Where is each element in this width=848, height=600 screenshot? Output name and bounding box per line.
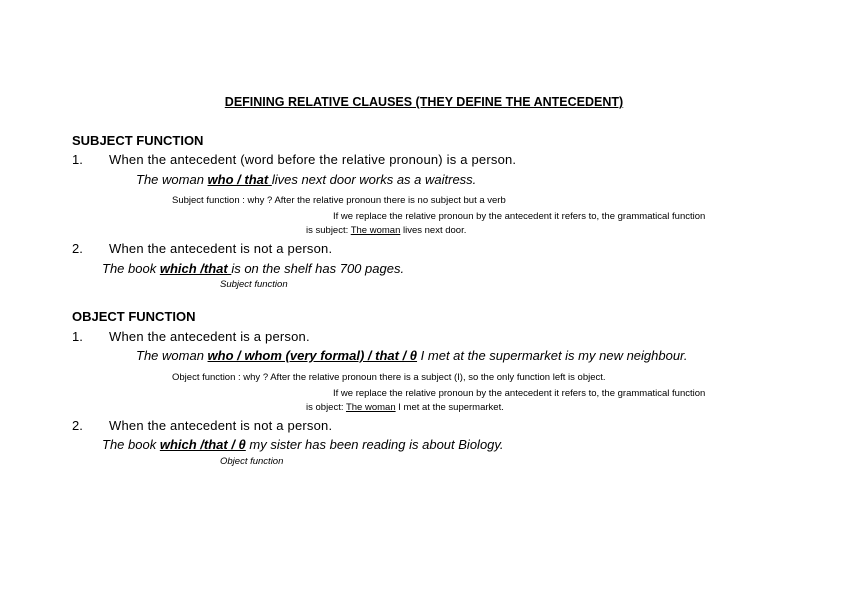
subject-item2-example [102, 261, 404, 276]
object-function-heading: OBJECT FUNCTION [72, 309, 196, 324]
subject-function-heading: SUBJECT FUNCTION [72, 133, 204, 148]
note-pre: is object: [306, 402, 346, 413]
subject-item1-number: 1. [72, 152, 83, 167]
subject-item2-text: When the antecedent is not a person. [109, 241, 333, 256]
relative-pronoun: who / that [207, 172, 272, 187]
example-post: is on the shelf has 700 pages. [231, 261, 405, 276]
object-item1-example [136, 348, 688, 363]
example-post: I met at the supermarket is my new neighbour. [417, 348, 688, 363]
example-pre: The woman [136, 172, 208, 187]
note-underlined: The woman [350, 225, 401, 236]
object-function-label: Object function [220, 456, 284, 467]
subject-function-label: Subject function [220, 279, 288, 290]
relative-pronoun: which /that [159, 261, 232, 276]
object-item2-number: 2. [72, 418, 83, 433]
relative-pronoun: which /that / θ [159, 437, 246, 452]
subject-item1-note1: Subject function : why ? After the relative pronoun there is no subject but a verb [172, 195, 506, 206]
object-item2-text: When the antecedent is not a person. [109, 418, 333, 433]
note-post: lives next door. [400, 225, 467, 236]
relative-pronoun: who / whom (very formal) / that / θ [207, 348, 418, 363]
note-post: I met at the supermarket. [395, 402, 504, 413]
example-post: lives next door works as a waitress. [271, 172, 477, 187]
subject-item2-number: 2. [72, 241, 83, 256]
object-item1-text: When the antecedent is a person. [109, 329, 310, 344]
example-pre: The woman [136, 348, 208, 363]
subject-item1-example [136, 172, 476, 187]
document-title: DEFINING RELATIVE CLAUSES (THEY DEFINE THE ANTECEDENT) [224, 95, 624, 109]
object-item1-note1: Object function : why ? After the relative pronoun there is a subject (I), so the only function left is object. [172, 372, 606, 383]
example-post: my sister has been reading is about Biology. [245, 437, 504, 452]
subject-item1-text: When the antecedent (word before the relative pronoun) is a person. [109, 152, 517, 167]
note-underlined: The woman [345, 402, 396, 413]
object-item1-number: 1. [72, 329, 83, 344]
note-pre: is subject: [306, 225, 351, 236]
subject-item1-note2-line2 [306, 225, 466, 236]
example-pre: The book [102, 437, 160, 452]
example-pre: The book [102, 261, 160, 276]
object-item1-note2-line1: If we replace the relative pronoun by the antecedent it refers to, the grammatical function [333, 388, 706, 399]
object-item1-note2-line2 [306, 402, 504, 413]
object-item2-example [102, 437, 504, 452]
subject-item1-note2-line1: If we replace the relative pronoun by the antecedent it refers to, the grammatical function [333, 211, 706, 222]
